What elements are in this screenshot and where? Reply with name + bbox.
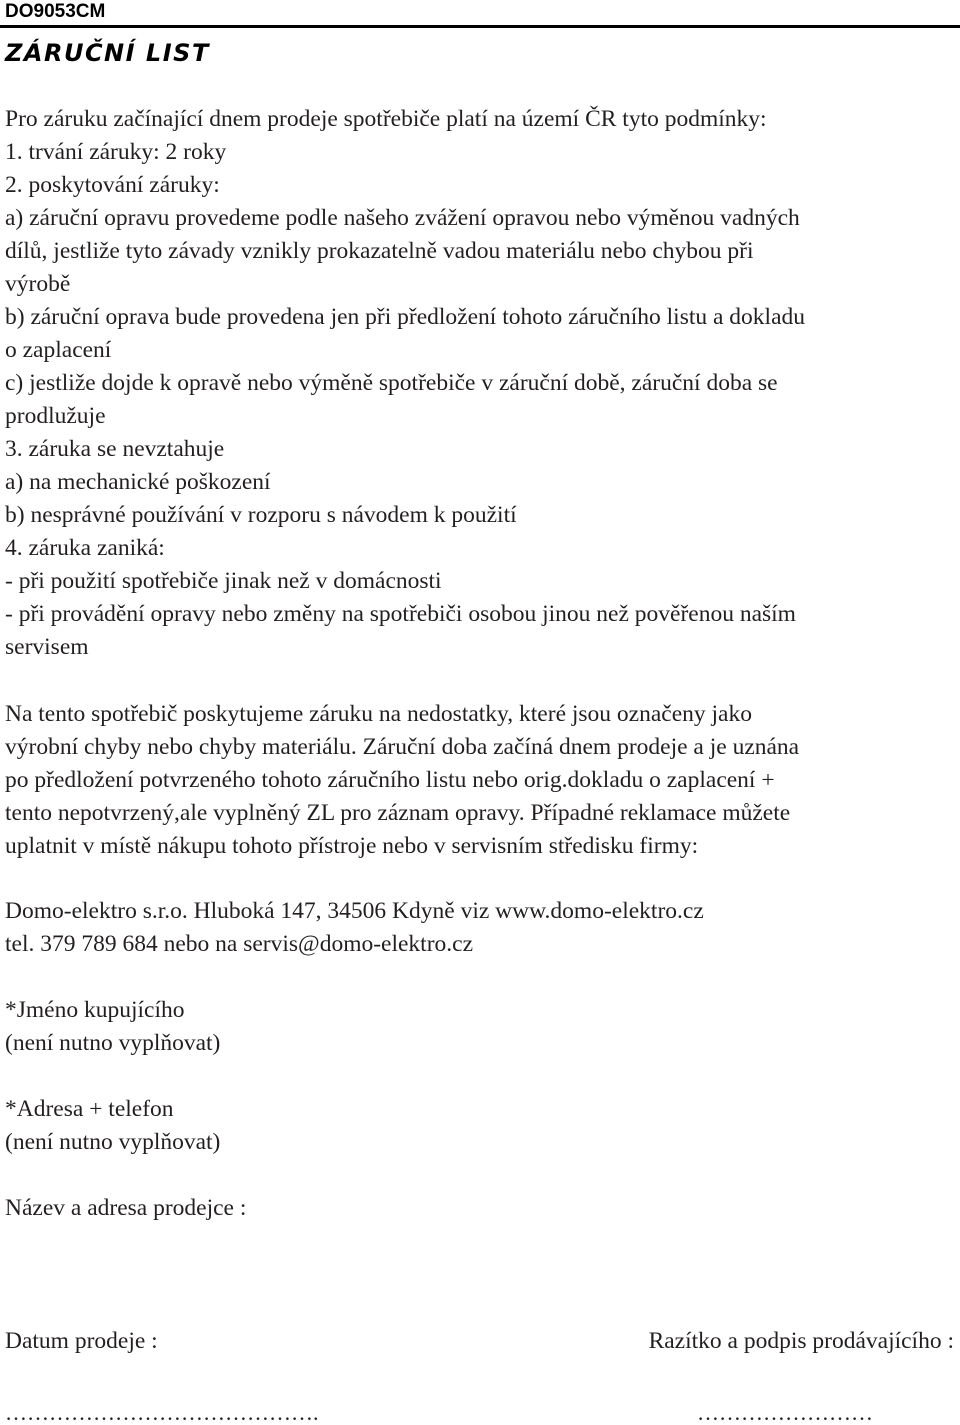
condition-line: 4. záruka zaniká:	[5, 535, 165, 561]
condition-line: 1. trvání záruky: 2 roky	[5, 139, 227, 165]
paragraph-line: výrobní chyby nebo chyby materiálu. Záruční doba začíná dnem prodeje a je uznána	[5, 734, 800, 760]
top-rule	[0, 25, 960, 28]
buyer-name-field	[5, 994, 955, 1060]
contact-address: Domo-elektro s.r.o. Hluboká 147, 34506 Kdyně viz www.domo-elektro.cz	[5, 898, 704, 924]
sale-date-blank: …………………………………….	[5, 1400, 319, 1425]
service-contact	[5, 895, 955, 961]
seller-label: Název a adresa prodejce :	[5, 1195, 247, 1221]
condition-line: a) na mechanické poškození	[5, 469, 271, 495]
page-title: ZÁRUČNÍ LIST	[5, 39, 210, 67]
condition-line: 3. záruka se nevztahuje	[5, 436, 225, 462]
condition-line: prodlužuje	[5, 403, 106, 429]
stamp-signature-label: Razítko a podpis prodávajícího :	[648, 1328, 954, 1354]
seller-field	[5, 1192, 955, 1225]
condition-line: o zaplacení	[5, 337, 112, 363]
condition-line: dílů, jestliže tyto závady vznikly prokazatelně vadou materiálu nebo chybou při	[5, 238, 754, 264]
condition-line: 2. poskytování záruky:	[5, 172, 220, 198]
model-code: DO9053CM	[5, 1, 106, 22]
condition-line: výrobě	[5, 271, 71, 297]
buyer-name-label: *Jméno kupujícího	[5, 997, 185, 1023]
condition-line: a) záruční opravu provedeme podle našeho zvážení opravou nebo výměnou vadných	[5, 205, 800, 231]
paragraph-line: tento nepotvrzený,ale vyplněný ZL pro záznam opravy. Případné reklamace můžete	[5, 800, 791, 826]
condition-line: servisem	[5, 634, 89, 660]
condition-line: b) záruční oprava bude provedena jen při předložení tohoto záručního listu a dokladu	[5, 304, 806, 330]
condition-line: - při provádění opravy nebo změny na spotřebiči osobou jinou než pověřenou naším	[5, 601, 796, 627]
buyer-name-note: (není nutno vyplňovat)	[5, 1030, 221, 1056]
stamp-signature-blank: ……………………	[697, 1400, 873, 1425]
sale-date-label: Datum prodeje :	[5, 1328, 158, 1354]
condition-line: Pro záruku začínající dnem prodeje spotřebiče platí na území ČR tyto podmínky:	[5, 106, 767, 132]
warranty-conditions	[5, 103, 955, 664]
buyer-address-label: *Adresa + telefon	[5, 1096, 174, 1122]
contact-phone-email: tel. 379 789 684 nebo na servis@domo-elektro.cz	[5, 931, 474, 957]
buyer-address-field	[5, 1093, 955, 1159]
buyer-address-note: (není nutno vyplňovat)	[5, 1129, 221, 1155]
paragraph-line: uplatnit v místě nákupu tohoto přístroje nebo v servisním středisku firmy:	[5, 833, 699, 859]
condition-line: c) jestliže dojde k opravě nebo výměně spotřebiče v záruční době, záruční doba se	[5, 370, 778, 396]
paragraph-line: Na tento spotřebič poskytujeme záruku na nedostatky, které jsou označeny jako	[5, 701, 752, 727]
condition-line: - při použití spotřebiče jinak než v domácnosti	[5, 568, 442, 594]
warranty-paragraph	[5, 698, 955, 863]
paragraph-line: po předložení potvrzeného tohoto záručního listu nebo orig.dokladu o zaplacení +	[5, 767, 775, 793]
condition-line: b) nesprávné používání v rozporu s návodem k použití	[5, 502, 517, 528]
